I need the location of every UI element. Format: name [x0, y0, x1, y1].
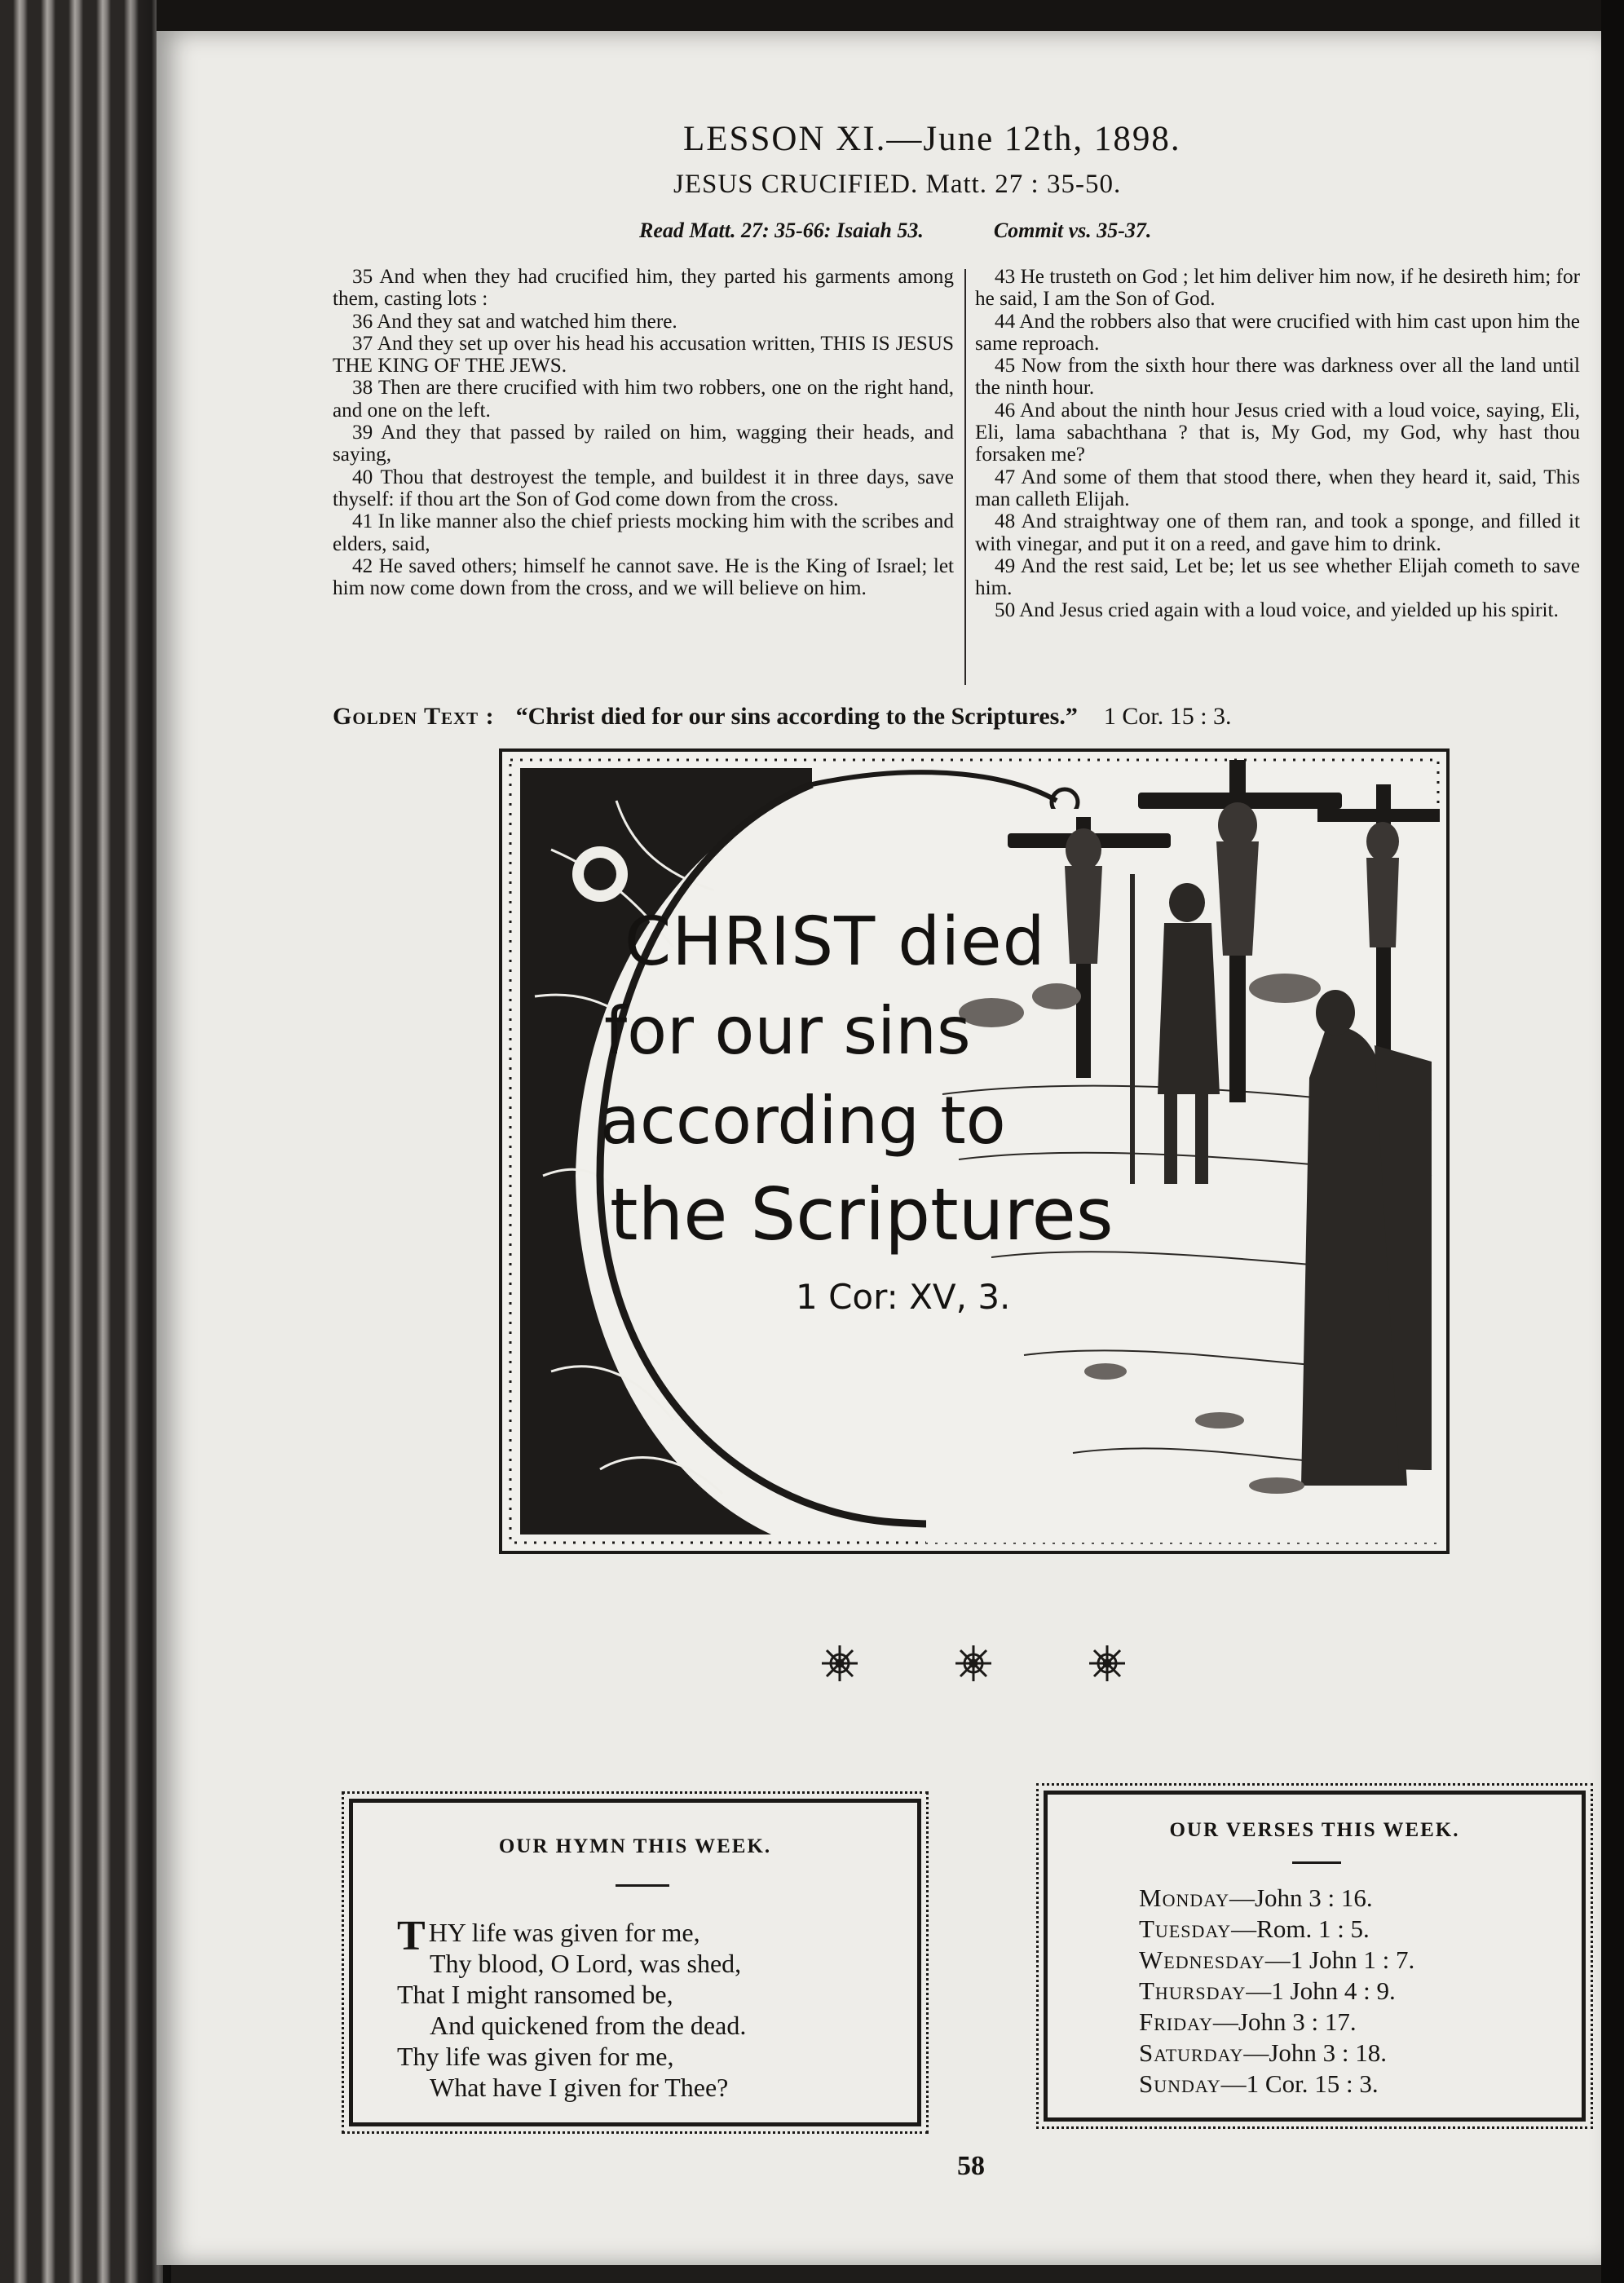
hymn-line-5: Thy life was given for me,	[397, 2042, 674, 2071]
golden-text-reference: 1 Cor. 15 : 3.	[1103, 703, 1232, 730]
verse-48: 48 And straightway one of them ran, and took a sponge, and filled it with vinegar, and put it on a reed, and gave him to drink.	[975, 510, 1580, 555]
weekly-verses-title: OUR VERSES THIS WEEK.	[1169, 1819, 1460, 1841]
illustration-reference: 1 Cor: XV, 3.	[796, 1277, 1011, 1317]
hymn-dropcap: T	[397, 1913, 426, 1959]
verse-42: 42 He saved others; himself he cannot save. He is the King of Israel; let him now come down from the cross, and we will believe on him.	[333, 554, 954, 600]
hymn-line-3: That I might ransomed be,	[397, 1980, 673, 2009]
verse-ref: —John 3 : 16.	[1229, 1883, 1373, 1912]
verse-ref: —Rom. 1 : 5.	[1231, 1914, 1370, 1943]
verse-ref: —John 3 : 17.	[1212, 2007, 1357, 2036]
verse-49: 49 And the rest said, Let be; let us see whether Elijah cometh to save him.	[975, 554, 1580, 600]
verse-39: 39 And they that passed by railed on him, wagging their heads, and saying,	[333, 422, 954, 466]
reading-assignment	[639, 219, 1151, 243]
ornament-stars	[807, 1639, 1150, 1688]
verse-47: 47 And some of them that stood there, when they heard it, said, This man calleth Elijah.	[975, 466, 1580, 510]
verse-ref: —1 John 1 : 7.	[1264, 1945, 1415, 1974]
hymn-line-4: And quickened from the dead.	[430, 2011, 747, 2040]
verse-45: 45 Now from the sixth hour there was darkness over all the land until the ninth hour.	[975, 355, 1580, 400]
list-item	[1139, 2007, 1414, 2038]
verse-50: 50 And Jesus cried again with a loud voice, and yielded up his spirit.	[995, 599, 1559, 622]
scan-border-top	[157, 0, 1624, 31]
golden-text-quote: “Christ died for our sins according to the Scriptures.”	[515, 703, 1078, 730]
hymn-line-6: What have I given for Thee?	[430, 2073, 729, 2102]
list-item	[1139, 1976, 1414, 2007]
lesson-subject: JESUS CRUCIFIED. Matt. 27 : 35-50.	[673, 170, 1122, 199]
weekly-verses-title-rule	[1292, 1861, 1341, 1864]
verse-day: Friday	[1139, 2007, 1213, 2036]
verse-44: 44 And the robbers also that were crucified with him cast upon him the same reproach.	[975, 310, 1580, 355]
hymn-line-1	[397, 1913, 746, 1959]
illustration-line-1: CHRIST died	[624, 903, 1046, 981]
illustration-line-2: for our sins	[604, 993, 971, 1069]
verse-43: 43 He trusteth on God ; let him deliver him now, if he desireth him; for he said, I am the Son of God.	[975, 266, 1580, 311]
hymn-title: OUR HYMN THIS WEEK.	[498, 1835, 772, 1857]
scripture-column-left	[333, 266, 954, 599]
page-number: 58	[957, 2151, 985, 2181]
list-item	[1139, 2038, 1414, 2069]
verse-36: 36 And they sat and watched him there.	[352, 310, 677, 333]
scripture-column-right	[975, 266, 1580, 622]
verse-35: 35 And when they had crucified him, they parted his garments among them, casting lots :	[333, 266, 954, 311]
verse-41: 41 In like manner also the chief priests mocking him with the scribes and elders, said,	[333, 510, 954, 555]
verse-day: Tuesday	[1139, 1914, 1232, 1943]
crucifixion-illustration	[499, 748, 1450, 1554]
read-reference: Read Matt. 27: 35-66: Isaiah 53.	[639, 219, 924, 242]
star-ornament-icon	[822, 1645, 858, 1681]
star-ornament-icon	[1089, 1645, 1125, 1681]
verse-day: Monday	[1139, 1883, 1229, 1912]
list-item	[1139, 1914, 1414, 1945]
golden-text	[333, 703, 1232, 731]
list-item	[1139, 1945, 1414, 1976]
star-ornament-icon	[955, 1645, 991, 1681]
verse-40: 40 Thou that destroyest the temple, and buildest it in three days, save thyself: if thou art the Son of God come down from the cross.	[333, 466, 954, 510]
hymn-lyrics	[397, 1913, 747, 2103]
lesson-title: LESSON XI.—June 12th, 1898.	[683, 120, 1181, 158]
list-item	[1139, 1883, 1414, 1914]
verse-46: 46 And about the ninth hour Jesus cried with a loud voice, saying, Eli, Eli, lama sabachthana ? that is, My God, my God, why hast thou forsaken me?	[975, 399, 1580, 466]
verse-ref: —1 John 4 : 9.	[1246, 1976, 1396, 2005]
hymn-line-2: Thy blood, O Lord, was shed,	[430, 1949, 742, 1978]
verse-day: Thursday	[1139, 1976, 1247, 2005]
verse-37: 37 And they set up over his head his accusation written, THIS IS JESUS THE KING OF THE JEWS.	[333, 332, 954, 378]
golden-text-label: Golden Text :	[333, 703, 495, 730]
verse-day: Saturday	[1139, 2038, 1244, 2067]
weekly-verses-list	[1139, 1883, 1414, 2100]
weekly-verses-box	[1044, 1791, 1586, 2122]
commit-reference: Commit vs. 35-37.	[993, 219, 1152, 242]
verse-ref: —1 Cor. 15 : 3.	[1220, 2069, 1379, 2098]
hymn-box	[349, 1799, 921, 2126]
verse-day: Sunday	[1139, 2069, 1221, 2098]
hymn-title-rule	[616, 1884, 669, 1887]
illustration-line-4: the Scriptures	[610, 1172, 1114, 1256]
column-divider	[964, 269, 966, 685]
hymn-line-1-text: HY life was given for me,	[428, 1918, 700, 1947]
list-item	[1139, 2069, 1414, 2100]
scan-border-right	[1601, 0, 1624, 2283]
illustration-line-3: according to	[600, 1083, 1006, 1159]
verse-ref: —John 3 : 18.	[1243, 2038, 1388, 2067]
verse-day: Wednesday	[1139, 1945, 1265, 1974]
verse-38: 38 Then are there crucified with him two robbers, one on the right hand, and one on the left.	[333, 377, 954, 422]
